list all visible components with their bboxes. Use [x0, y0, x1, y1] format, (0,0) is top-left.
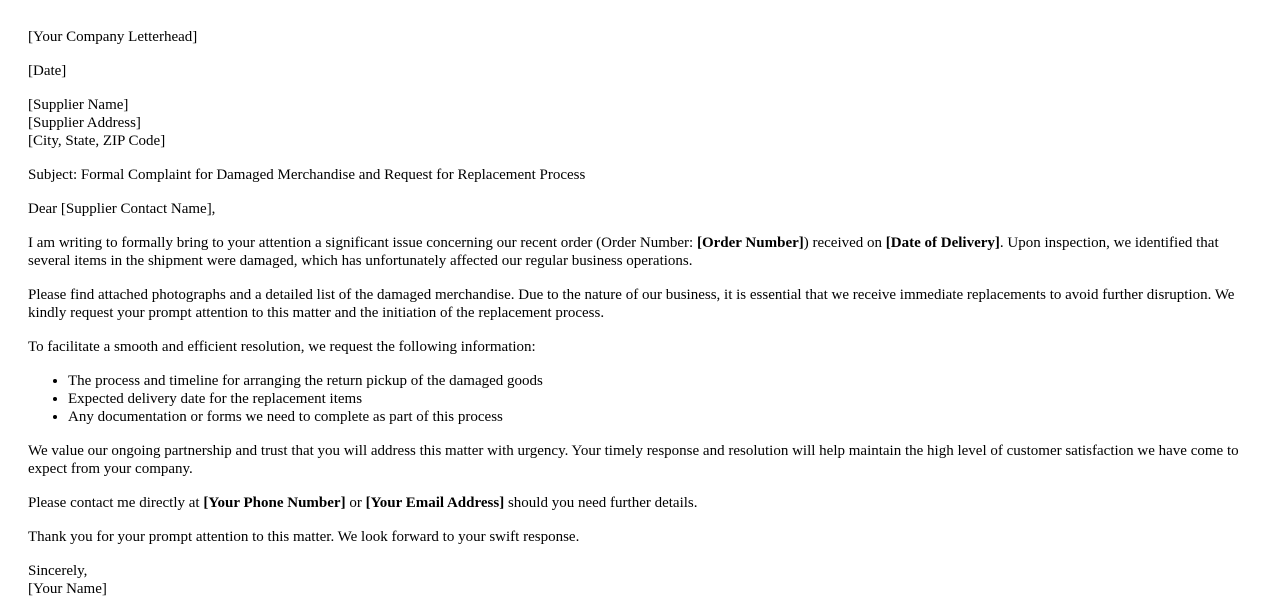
letter-document — [28, 28, 1240, 614]
phone-placeholder: [Your Phone Number] — [203, 495, 346, 511]
delivery-date-placeholder: [Date of Delivery] — [885, 235, 1000, 251]
closing: Sincerely, — [28, 563, 88, 579]
paragraph-order-issue-text-3: . Upon inspection, we identified that several items in the shipment were damaged, which has unfortunately affected our regular business operations. — [28, 235, 1219, 269]
request-list — [28, 372, 1240, 426]
paragraph-thanks: Thank you for your prompt attention to this matter. We look forward to your swift response. — [28, 529, 580, 545]
paragraph-contact-text-1: Please contact me directly at — [28, 495, 204, 511]
recipient-city-state-zip: [City, State, ZIP Code] — [28, 133, 166, 149]
subject-line: Subject: Formal Complaint for Damaged Merchandise and Request for Replacement Process — [28, 167, 586, 183]
paragraph-contact-text-3: should you need further details. — [504, 495, 698, 511]
recipient-name: [Supplier Name] — [28, 97, 129, 113]
signature-name: [Your Name] — [28, 581, 107, 597]
paragraph-order-issue-text-1: I am writing to formally bring to your attention a significant issue concerning our recent order (Order Number: — [28, 235, 697, 251]
letterhead: [Your Company Letterhead] — [28, 29, 198, 45]
paragraph-order-issue-text-2: ) received on — [803, 235, 886, 251]
recipient-address: [Supplier Address] — [28, 115, 141, 131]
recipient-block — [28, 96, 1240, 150]
list-item: • Any documentation or forms we need to complete as part of this process — [68, 408, 1240, 426]
paragraph-order-issue — [28, 234, 1240, 270]
paragraph-contact-text-2: or — [345, 495, 366, 511]
order-number-placeholder: [Order Number] — [696, 235, 804, 251]
list-item: • The process and timeline for arranging the return pickup of the damaged goods — [68, 372, 1240, 390]
paragraph-contact — [28, 494, 1240, 512]
list-item: • Expected delivery date for the replacement items — [68, 390, 1240, 408]
signature-block — [28, 562, 1240, 598]
paragraph-partnership: We value our ongoing partnership and trust that you will address this matter with urgency. Your timely response and resolution will help maintain the high level of customer satisfaction we have come to expect from your company. — [28, 443, 1239, 477]
paragraph-attachments: Please find attached photographs and a detailed list of the damaged merchandise. Due to the nature of our business, it is essential that we receive immediate replacements to avoid further disruption. We kindly request your prompt attention to this matter and the initiation of the replacement process. — [28, 287, 1235, 321]
salutation: Dear [Supplier Contact Name], — [28, 201, 216, 217]
paragraph-request-intro: To facilitate a smooth and efficient resolution, we request the following information: — [28, 339, 536, 355]
email-placeholder: [Your Email Address] — [365, 495, 505, 511]
letter-date: [Date] — [28, 63, 67, 79]
